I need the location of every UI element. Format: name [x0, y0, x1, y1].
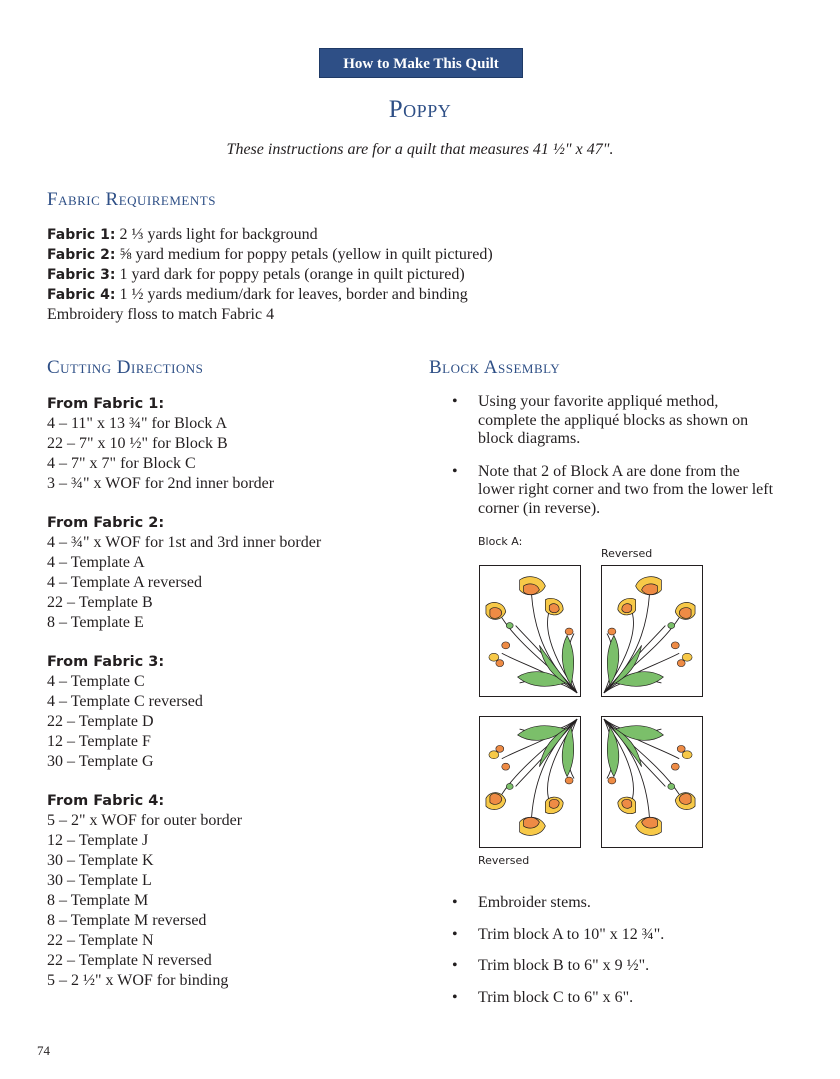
assembly-step: • Trim block A to 10" x 12 ¾". [448, 926, 778, 945]
fabric-item [47, 305, 493, 325]
cutting-line: 4 – Template A [47, 554, 145, 571]
block-a-reversed-diagram [601, 716, 703, 848]
assembly-bullets-bottom [448, 894, 778, 1007]
assembly-step: • Trim block C to 6" x 6". [448, 989, 778, 1008]
cutting-group-fabric-1 [47, 394, 274, 494]
cutting-line: 22 – Template D [47, 713, 154, 730]
cutting-line: 4 – ¾" x WOF for 1st and 3rd inner border [47, 534, 322, 551]
cutting-line: 30 – Template L [47, 872, 152, 889]
cutting-line: 12 – Template F [47, 733, 151, 750]
cutting-line: 22 – Template N reversed [47, 952, 212, 969]
cutting-line: 3 – ¾" x WOF for 2nd inner border [47, 475, 275, 492]
fabric-text: Embroidery floss to match Fabric 4 [47, 306, 275, 323]
poppy-applique-illustration [602, 717, 701, 846]
cutting-line: 4 – 11" x 13 ¾" for Block A [47, 415, 228, 432]
cutting-group-title: From Fabric 2: [47, 515, 165, 531]
block-assembly-heading: Block Assembly [429, 357, 561, 378]
cutting-group-fabric-4 [47, 791, 242, 991]
poppy-applique-illustration [602, 566, 701, 695]
fabric-label: Fabric 3: [47, 267, 116, 283]
assembly-bullets-top [448, 393, 778, 518]
cutting-group-fabric-3 [47, 652, 203, 772]
block-a-caption: Block A: [478, 535, 523, 548]
reversed-label-top: Reversed [601, 547, 653, 560]
fabric-text: 2 ⅓ yards light for background [115, 226, 318, 243]
cutting-line: 30 – Template G [47, 753, 154, 770]
cutting-line: 22 – Template N [47, 932, 154, 949]
fabric-item [47, 285, 493, 305]
cutting-line: 4 – Template A reversed [47, 574, 202, 591]
reversed-label-bottom: Reversed [478, 854, 530, 867]
cutting-group-title: From Fabric 1: [47, 396, 165, 412]
fabric-item [47, 245, 493, 265]
cutting-group-title: From Fabric 4: [47, 793, 165, 809]
assembly-step: • Embroider stems. [448, 894, 778, 913]
poppy-applique-illustration [480, 717, 579, 846]
cutting-line: 30 – Template K [47, 852, 154, 869]
cutting-line: 4 – 7" x 7" for Block C [47, 455, 196, 472]
fabric-text: 1 yard dark for poppy petals (orange in quilt pictured) [115, 266, 465, 283]
cutting-line: 22 – 7" x 10 ½" for Block B [47, 435, 228, 452]
cutting-group-title: From Fabric 3: [47, 654, 165, 670]
fabric-requirements-heading: Fabric Requirements [47, 189, 216, 210]
block-a-diagram [479, 565, 581, 697]
fabric-label: Fabric 1: [47, 227, 116, 243]
assembly-step: • Trim block B to 6" x 9 ½". [448, 957, 778, 976]
cutting-line: 8 – Template M reversed [47, 912, 207, 929]
cutting-line: 12 – Template J [47, 832, 149, 849]
page-number: 74 [37, 1043, 50, 1058]
fabric-item [47, 265, 493, 285]
assembly-step: • Using your favorite appliqué method, complete the appliqué blocks as shown on block diagrams. [448, 393, 778, 449]
cutting-line: 5 – 2" x WOF for outer border [47, 812, 243, 829]
page-title: Poppy [388, 96, 452, 123]
fabric-label: Fabric 2: [47, 247, 116, 263]
cutting-group-fabric-2 [47, 513, 321, 633]
assembly-step: • Note that 2 of Block A are done from the lower right corner and two from the lower left corner (in reverse). [448, 463, 778, 519]
block-a-diagram [479, 716, 581, 848]
fabric-item [47, 225, 493, 245]
cutting-line: 8 – Template E [47, 614, 144, 631]
cutting-directions-heading: Cutting Directions [47, 357, 204, 378]
poppy-applique-illustration [480, 566, 579, 695]
section-banner: How to Make This Quilt [319, 48, 523, 78]
block-a-reversed-diagram [601, 565, 703, 697]
fabric-text: ⅝ yard medium for poppy petals (yellow in quilt pictured) [115, 246, 493, 263]
cutting-line: 4 – Template C reversed [47, 693, 203, 710]
fabric-label: Fabric 4: [47, 287, 116, 303]
fabric-requirements-list [47, 225, 493, 325]
cutting-line: 22 – Template B [47, 594, 153, 611]
fabric-text: 1 ½ yards medium/dark for leaves, border and binding [115, 286, 468, 303]
page-subtitle: These instructions are for a quilt that measures 41 ½" x 47". [226, 141, 614, 158]
cutting-line: 8 – Template M [47, 892, 149, 909]
cutting-line: 5 – 2 ½" x WOF for binding [47, 972, 229, 989]
cutting-line: 4 – Template C [47, 673, 145, 690]
